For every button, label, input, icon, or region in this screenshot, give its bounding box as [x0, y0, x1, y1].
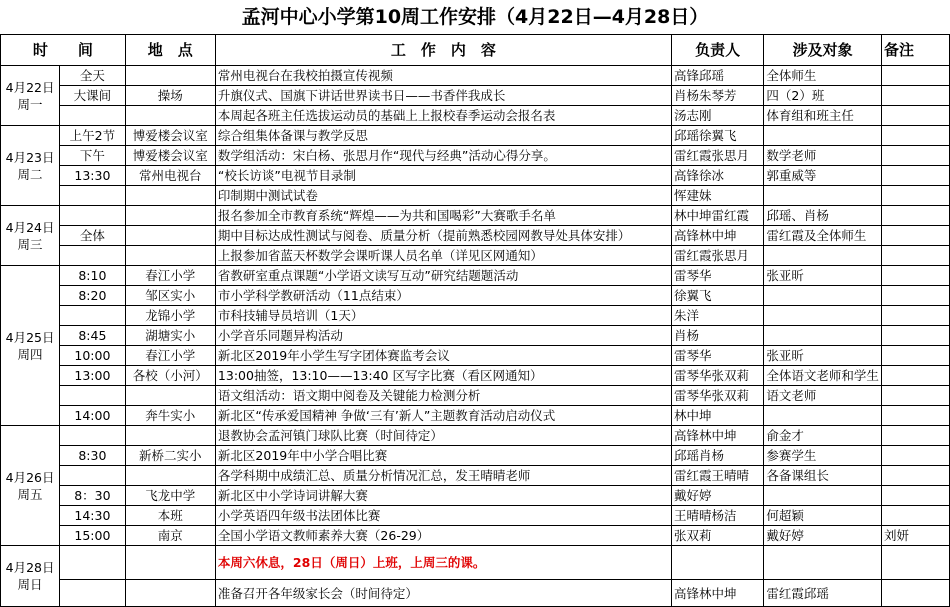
target-cell: 邱瑶、肖杨 — [764, 206, 882, 226]
content-cell: 语文组活动：语文期中阅卷及关键能力检测分析 — [215, 386, 671, 406]
target-cell: 张亚昕 — [764, 266, 882, 286]
content-cell: 13:00抽签，13:10——13:40 区写字比赛（看区网通知） — [215, 366, 671, 386]
content-cell: 省教研室重点课题“小学语文读写互动”研究结题题活动 — [215, 266, 671, 286]
owner-cell: 邱瑶肖杨 — [671, 446, 763, 466]
schedule-row — [1, 426, 950, 446]
schedule-row — [1, 526, 950, 546]
schedule-row — [1, 346, 950, 366]
owner-cell: 高锋邱瑶 — [671, 66, 763, 86]
schedule-row — [1, 66, 950, 86]
day-date: 4月28日 — [5, 560, 55, 575]
time-cell: 10:00 — [60, 346, 126, 366]
target-cell: 各备课组长 — [764, 466, 882, 486]
content-cell: 本周起各班主任选拔运动员的基础上上报校春季运动会报名表 — [215, 106, 671, 126]
content-cell: 新北区2019年小学生写字团体赛监考会议 — [215, 346, 671, 366]
schedule-row — [1, 506, 950, 526]
target-cell — [764, 306, 882, 326]
schedule-row — [1, 466, 950, 486]
time-cell — [60, 426, 126, 446]
place-cell — [125, 66, 215, 86]
place-cell: 南京 — [125, 526, 215, 546]
place-cell — [125, 226, 215, 246]
note-cell — [881, 186, 949, 206]
schedule-row — [1, 246, 950, 266]
day-weekday: 周五 — [17, 486, 43, 502]
time-cell: 全体 — [60, 226, 126, 246]
target-cell: 语文老师 — [764, 386, 882, 406]
schedule-row — [1, 406, 950, 426]
header-note: 备注 — [881, 35, 949, 66]
target-cell: 何超颖 — [764, 506, 882, 526]
note-cell — [881, 66, 949, 86]
owner-cell: 肖杨 — [671, 326, 763, 346]
time-cell: 上午2节 — [60, 126, 126, 146]
note-cell — [881, 226, 949, 246]
note-cell — [881, 486, 949, 506]
header-content: 工 作 内 容 — [215, 35, 671, 66]
target-cell — [764, 326, 882, 346]
place-cell — [125, 386, 215, 406]
time-cell: 8:20 — [60, 286, 126, 306]
owner-cell: 张双莉 — [671, 526, 763, 546]
day-date: 4月26日 — [5, 469, 55, 485]
target-cell — [764, 246, 882, 266]
content-cell: 新北区“传承爱国精神 争做‘三有’新人”主题教育活动启动仪式 — [215, 406, 671, 426]
day-date: 4月23日 — [5, 149, 55, 165]
content-cell: 数学组活动：宋白杨、张思月作“现代与经典”活动心得分享。 — [215, 146, 671, 166]
schedule-row — [1, 306, 950, 326]
owner-cell: 肖杨朱琴芳 — [671, 86, 763, 106]
owner-cell: 汤志刚 — [671, 106, 763, 126]
place-cell — [125, 106, 215, 126]
target-cell — [764, 286, 882, 306]
owner-cell: 高锋林中坤 — [671, 580, 763, 607]
content-cell: 市科技辅导员培训（1天） — [215, 306, 671, 326]
place-cell: 湖塘实小 — [125, 326, 215, 346]
place-cell: 各校（小河） — [125, 366, 215, 386]
owner-cell: 雷琴华张双莉 — [671, 366, 763, 386]
place-cell: 操场 — [125, 86, 215, 106]
schedule-row — [1, 186, 950, 206]
schedule-row — [1, 226, 950, 246]
target-cell: 张亚昕 — [764, 346, 882, 366]
place-cell: 常州电视台 — [125, 166, 215, 186]
time-cell: 全天 — [60, 66, 126, 86]
time-cell — [60, 246, 126, 266]
place-cell — [125, 546, 215, 580]
time-cell — [60, 580, 126, 607]
day-date: 4月25日 — [5, 329, 55, 345]
target-cell: 戴好婷 — [764, 526, 882, 546]
content-cell: 新北区2019年中小学合唱比赛 — [215, 446, 671, 466]
owner-cell: 邱瑶徐翼飞 — [671, 126, 763, 146]
target-cell — [764, 126, 882, 146]
time-cell: 15:00 — [60, 526, 126, 546]
schedule-row — [1, 386, 950, 406]
place-cell: 本班 — [125, 506, 215, 526]
target-cell: 雷红霞邱瑶 — [764, 580, 882, 607]
note-cell — [881, 366, 949, 386]
place-cell: 博爱楼会议室 — [125, 146, 215, 166]
note-cell — [881, 386, 949, 406]
content-cell: 各学科期中成绩汇总、质量分析情况汇总，发王晴晴老师 — [215, 466, 671, 486]
time-cell: 8:30 — [60, 446, 126, 466]
target-cell: 数学老师 — [764, 146, 882, 166]
owner-cell: 徐翼飞 — [671, 286, 763, 306]
owner-cell: 朱洋 — [671, 306, 763, 326]
place-cell — [125, 426, 215, 446]
header-time: 时 间 — [1, 35, 126, 66]
note-cell — [881, 546, 949, 580]
place-cell: 博爱楼会议室 — [125, 126, 215, 146]
note-cell — [881, 286, 949, 306]
owner-cell: 林中坤 — [671, 406, 763, 426]
note-cell — [881, 506, 949, 526]
note-cell — [881, 266, 949, 286]
day-cell — [1, 206, 60, 266]
content-cell: 准备召开各年级家长会（时间待定） — [215, 580, 671, 607]
content-cell: 报名参加全市教育系统“辉煌——为共和国喝彩”大赛歌手名单 — [215, 206, 671, 226]
place-cell — [125, 580, 215, 607]
content-cell: 退教协会孟河镇门球队比赛（时间待定） — [215, 426, 671, 446]
note-cell — [881, 426, 949, 446]
content-cell: “校长访谈”电视节目录制 — [215, 166, 671, 186]
time-cell — [60, 466, 126, 486]
content-cell: 小学音乐同题异构活动 — [215, 326, 671, 346]
note-cell — [881, 466, 949, 486]
place-cell: 新桥二实小 — [125, 446, 215, 466]
day-weekday: 周三 — [17, 236, 43, 252]
place-cell — [125, 466, 215, 486]
note-cell — [881, 346, 949, 366]
time-cell — [60, 106, 126, 126]
day-weekday: 周日 — [17, 577, 43, 592]
schedule-row — [1, 446, 950, 466]
owner-cell: 林中坤雷红霞 — [671, 206, 763, 226]
content-cell: 新北区中小学诗词讲解大赛 — [215, 486, 671, 506]
note-cell — [881, 106, 949, 126]
owner-cell: 高锋林中坤 — [671, 426, 763, 446]
place-cell: 奔牛实小 — [125, 406, 215, 426]
owner-cell: 王晴晴杨洁 — [671, 506, 763, 526]
content-cell: 上报参加省蓝天杯数学会课听课人员名单（详见区网通知） — [215, 246, 671, 266]
schedule-row — [1, 146, 950, 166]
owner-cell: 高锋徐冰 — [671, 166, 763, 186]
content-cell: 市小学科学教研活动（11点结束） — [215, 286, 671, 306]
time-cell: 14:00 — [60, 406, 126, 426]
place-cell — [125, 186, 215, 206]
day-cell — [1, 426, 60, 546]
day-cell — [1, 546, 60, 607]
note-cell — [881, 246, 949, 266]
place-cell: 龙锦小学 — [125, 306, 215, 326]
target-cell: 郭重威等 — [764, 166, 882, 186]
day-date: 4月24日 — [5, 219, 55, 235]
content-cell: 印制期中测试试卷 — [215, 186, 671, 206]
target-cell — [764, 486, 882, 506]
note-cell — [881, 126, 949, 146]
schedule-row — [1, 286, 950, 306]
time-cell: 13:30 — [60, 166, 126, 186]
content-cell: 全国小学语文教师素养大赛（26-29） — [215, 526, 671, 546]
owner-cell — [671, 546, 763, 580]
schedule-row — [1, 486, 950, 506]
time-cell — [60, 546, 126, 580]
day-cell — [1, 126, 60, 206]
owner-cell: 恽建妹 — [671, 186, 763, 206]
day-weekday: 周四 — [17, 346, 43, 362]
schedule-row — [1, 206, 950, 226]
day-date: 4月22日 — [5, 79, 55, 95]
header-place: 地 点 — [125, 35, 215, 66]
target-cell: 俞金才 — [764, 426, 882, 446]
content-cell: 小学英语四年级书法团体比赛 — [215, 506, 671, 526]
time-cell — [60, 206, 126, 226]
place-cell: 飞龙中学 — [125, 486, 215, 506]
time-cell: 13:00 — [60, 366, 126, 386]
target-cell: 四（2）班 — [764, 86, 882, 106]
content-cell: 升旗仪式、国旗下讲话世界读书日——书香伴我成长 — [215, 86, 671, 106]
schedule-row — [1, 266, 950, 286]
place-cell: 邹区实小 — [125, 286, 215, 306]
note-cell — [881, 580, 949, 607]
schedule-row — [1, 166, 950, 186]
owner-cell: 雷琴华 — [671, 266, 763, 286]
time-cell — [60, 306, 126, 326]
target-cell: 雷红霞及全体师生 — [764, 226, 882, 246]
content-cell: 本周六休息，28日（周日）上班，上周三的课。 — [215, 546, 671, 580]
header-target: 涉及对象 — [764, 35, 882, 66]
time-cell: 14:30 — [60, 506, 126, 526]
note-cell: 刘妍 — [881, 526, 949, 546]
schedule-row — [1, 86, 950, 106]
target-cell — [764, 406, 882, 426]
owner-cell: 雷红霞张思月 — [671, 146, 763, 166]
schedule-row — [1, 126, 950, 146]
owner-cell: 高锋林中坤 — [671, 226, 763, 246]
target-cell: 参赛学生 — [764, 446, 882, 466]
note-cell — [881, 86, 949, 106]
content-cell: 期中目标达成性测试与阅卷、质量分析（提前熟悉校园网教导处具体安排） — [215, 226, 671, 246]
note-cell — [881, 446, 949, 466]
owner-cell: 雷红霞王晴晴 — [671, 466, 763, 486]
time-cell — [60, 186, 126, 206]
content-cell: 常州电视台在我校拍摄宣传视频 — [215, 66, 671, 86]
place-cell: 春江小学 — [125, 266, 215, 286]
day-weekday: 周一 — [17, 96, 43, 112]
day-cell — [1, 66, 60, 126]
time-cell: 8：30 — [60, 486, 126, 506]
time-cell: 下午 — [60, 146, 126, 166]
time-cell: 8:10 — [60, 266, 126, 286]
place-cell — [125, 246, 215, 266]
header-owner: 负责人 — [671, 35, 763, 66]
owner-cell: 雷琴华 — [671, 346, 763, 366]
time-cell — [60, 386, 126, 406]
note-cell — [881, 326, 949, 346]
schedule-table — [0, 34, 950, 607]
page-title: 孟河中心小学第10周工作安排（4月22日—4月28日） — [241, 6, 709, 28]
owner-cell: 戴好婷 — [671, 486, 763, 506]
note-cell — [881, 166, 949, 186]
schedule-row — [1, 326, 950, 346]
schedule-row — [1, 366, 950, 386]
owner-cell: 雷红霞张思月 — [671, 246, 763, 266]
note-cell — [881, 406, 949, 426]
content-cell: 综合组集体备课与教学反思 — [215, 126, 671, 146]
time-cell: 8:45 — [60, 326, 126, 346]
target-cell: 体育组和班主任 — [764, 106, 882, 126]
place-cell — [125, 206, 215, 226]
note-cell — [881, 146, 949, 166]
schedule-row — [1, 546, 950, 580]
schedule-row — [1, 106, 950, 126]
target-cell — [764, 546, 882, 580]
day-cell — [1, 266, 60, 426]
schedule-row — [1, 580, 950, 607]
note-cell — [881, 306, 949, 326]
place-cell: 春江小学 — [125, 346, 215, 366]
target-cell: 全体语文老师和学生 — [764, 366, 882, 386]
day-weekday: 周二 — [17, 166, 43, 182]
target-cell — [764, 186, 882, 206]
target-cell: 全体师生 — [764, 66, 882, 86]
time-cell: 大课间 — [60, 86, 126, 106]
header-row — [1, 35, 950, 66]
note-cell — [881, 206, 949, 226]
owner-cell: 雷琴华张双莉 — [671, 386, 763, 406]
